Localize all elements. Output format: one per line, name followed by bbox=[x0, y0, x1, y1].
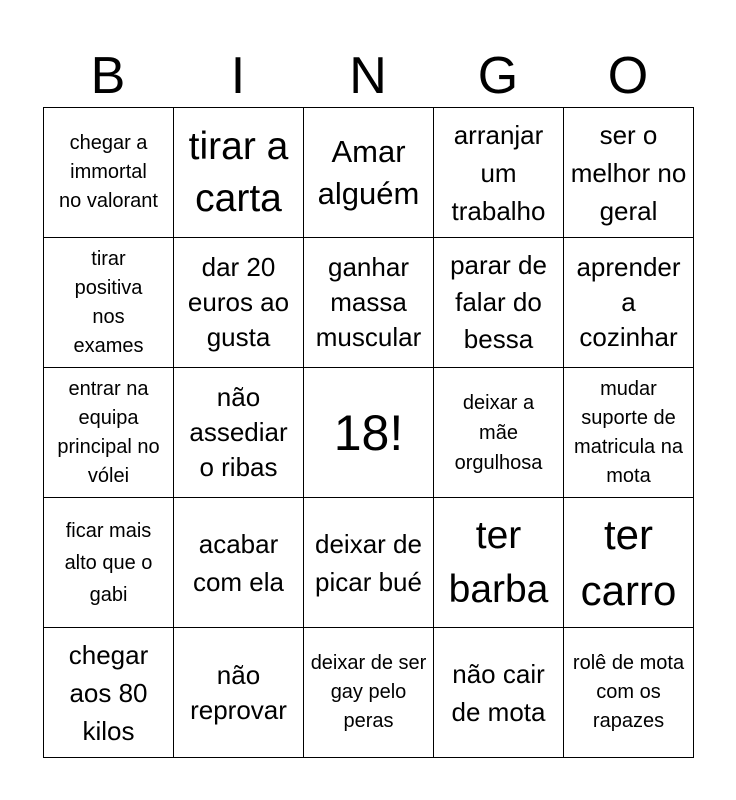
cell-text: dar 20 euros ao gusta bbox=[187, 252, 290, 352]
cell-text: chegar aos 80 kilos bbox=[68, 639, 149, 746]
header-letter-o: O bbox=[607, 47, 649, 105]
cell-text: não assediar o ribas bbox=[189, 382, 288, 482]
header-letter-g: G bbox=[477, 47, 519, 105]
cell-text: não cair de mota bbox=[451, 658, 546, 727]
cell-text: arranjar um trabalho bbox=[451, 119, 546, 226]
bingo-cell-r4-c4[interactable] bbox=[564, 628, 694, 758]
header-letter-i: I bbox=[230, 47, 246, 105]
bingo-cell-r3-c2[interactable] bbox=[304, 498, 434, 628]
cell-text: tirar positiva nos exames bbox=[73, 247, 144, 357]
cell-text: entrar na equipa principal no vólei bbox=[57, 377, 160, 487]
bingo-cell-r2-c4[interactable] bbox=[564, 368, 694, 498]
free-space-text: 18! bbox=[333, 404, 404, 461]
bingo-header bbox=[43, 44, 693, 108]
cell-text: deixar de ser gay pelo peras bbox=[310, 652, 427, 732]
bingo-cell-r4-c1[interactable] bbox=[174, 628, 304, 758]
bingo-cell-r0-c0[interactable] bbox=[44, 108, 174, 238]
cell-text: ganhar massa muscular bbox=[315, 252, 422, 352]
bingo-cell-r4-c2[interactable] bbox=[304, 628, 434, 758]
bingo-cell-r3-c4[interactable] bbox=[564, 498, 694, 628]
bingo-cell-r1-c3[interactable] bbox=[434, 238, 564, 368]
cell-text: mudar suporte de matricula na mota bbox=[574, 377, 683, 487]
bingo-cell-r2-c3[interactable] bbox=[434, 368, 564, 498]
cell-text: deixar de picar bué bbox=[315, 528, 422, 597]
cell-text: tirar a carta bbox=[188, 124, 289, 220]
cell-text: aprender a cozinhar bbox=[576, 252, 681, 352]
bingo-cell-r0-c2[interactable] bbox=[304, 108, 434, 238]
bingo-cell-r4-c0[interactable] bbox=[44, 628, 174, 758]
bingo-cell-r0-c1[interactable] bbox=[174, 108, 304, 238]
cell-text: parar de falar do bessa bbox=[450, 250, 547, 354]
cell-text: ter barba bbox=[448, 513, 549, 611]
bingo-cell-r1-c0[interactable] bbox=[44, 238, 174, 368]
bingo-cell-r1-c1[interactable] bbox=[174, 238, 304, 368]
bingo-cell-r4-c3[interactable] bbox=[434, 628, 564, 758]
bingo-cell-r2-c0[interactable] bbox=[44, 368, 174, 498]
cell-text: acabar com ela bbox=[192, 528, 285, 597]
cell-text: Amar alguém bbox=[317, 133, 420, 211]
bingo-cell-free[interactable] bbox=[304, 368, 434, 498]
cell-text: ser o melhor no geral bbox=[570, 119, 687, 226]
bingo-cell-r3-c0[interactable] bbox=[44, 498, 174, 628]
cell-text: chegar a immortal no valorant bbox=[59, 132, 158, 212]
header-letter-n: N bbox=[349, 47, 387, 105]
bingo-board bbox=[43, 107, 694, 758]
cell-text: ter carro bbox=[580, 510, 677, 614]
bingo-cell-r0-c4[interactable] bbox=[564, 108, 694, 238]
bingo-cell-r0-c3[interactable] bbox=[434, 108, 564, 238]
cell-text: ficar mais alto que o gabi bbox=[64, 519, 153, 606]
bingo-cell-r2-c1[interactable] bbox=[174, 368, 304, 498]
cell-text: rolê de mota com os rapazes bbox=[572, 652, 685, 732]
bingo-cell-r1-c4[interactable] bbox=[564, 238, 694, 368]
cell-text: deixar a mãe orgulhosa bbox=[454, 391, 543, 474]
header-letter-b: B bbox=[90, 47, 126, 105]
bingo-cell-r3-c1[interactable] bbox=[174, 498, 304, 628]
bingo-cell-r1-c2[interactable] bbox=[304, 238, 434, 368]
cell-text: não reprovar bbox=[190, 659, 287, 725]
bingo-cell-r3-c3[interactable] bbox=[434, 498, 564, 628]
